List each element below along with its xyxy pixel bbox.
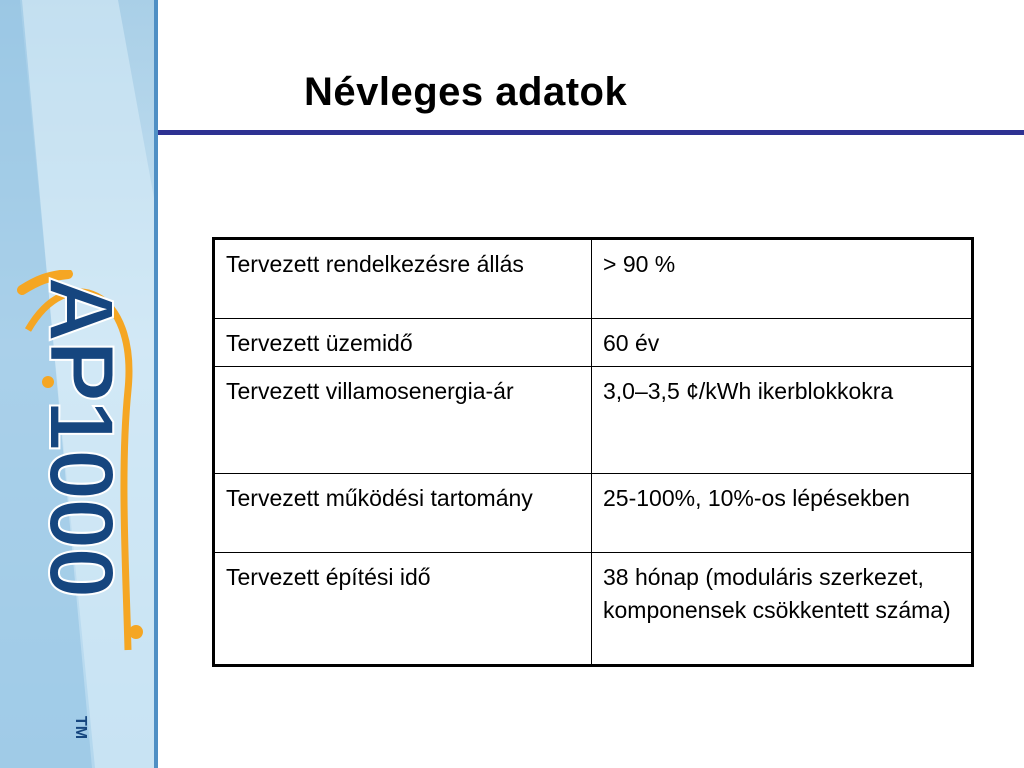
table-row: [214, 553, 973, 666]
row-label: Tervezett üzemidő: [214, 319, 592, 367]
row-label: Tervezett működési tartomány: [214, 474, 592, 553]
ap1000-logo-graphic: [8, 270, 153, 760]
row-label: Tervezett rendelkezésre állás: [214, 239, 592, 319]
sidebar-panel: [0, 0, 158, 768]
ap1000-logo: [8, 270, 153, 760]
sidebar-edge: [154, 0, 158, 768]
row-label: Tervezett villamosenergia-ár: [214, 367, 592, 474]
table-row: [214, 367, 973, 474]
table-row: [214, 239, 973, 319]
row-value: 38 hónap (moduláris szerkezet, komponensek csökkentett száma): [592, 553, 973, 666]
row-value: 25-100%, 10%-os lépésekben: [592, 474, 973, 553]
row-label: Tervezett építési idő: [214, 553, 592, 666]
row-value: 60 év: [592, 319, 973, 367]
slide-title: Névleges adatok: [304, 70, 628, 114]
logo-tm: TM: [72, 716, 89, 740]
specs-table: [212, 237, 974, 667]
table-row: [214, 474, 973, 553]
title-divider: [158, 130, 1024, 135]
row-value: 3,0–3,5 ¢/kWh ikerblokkokra: [592, 367, 973, 474]
logo-wordmark: AP1000: [30, 276, 132, 597]
row-value: > 90 %: [592, 239, 973, 319]
table-row: [214, 319, 973, 367]
